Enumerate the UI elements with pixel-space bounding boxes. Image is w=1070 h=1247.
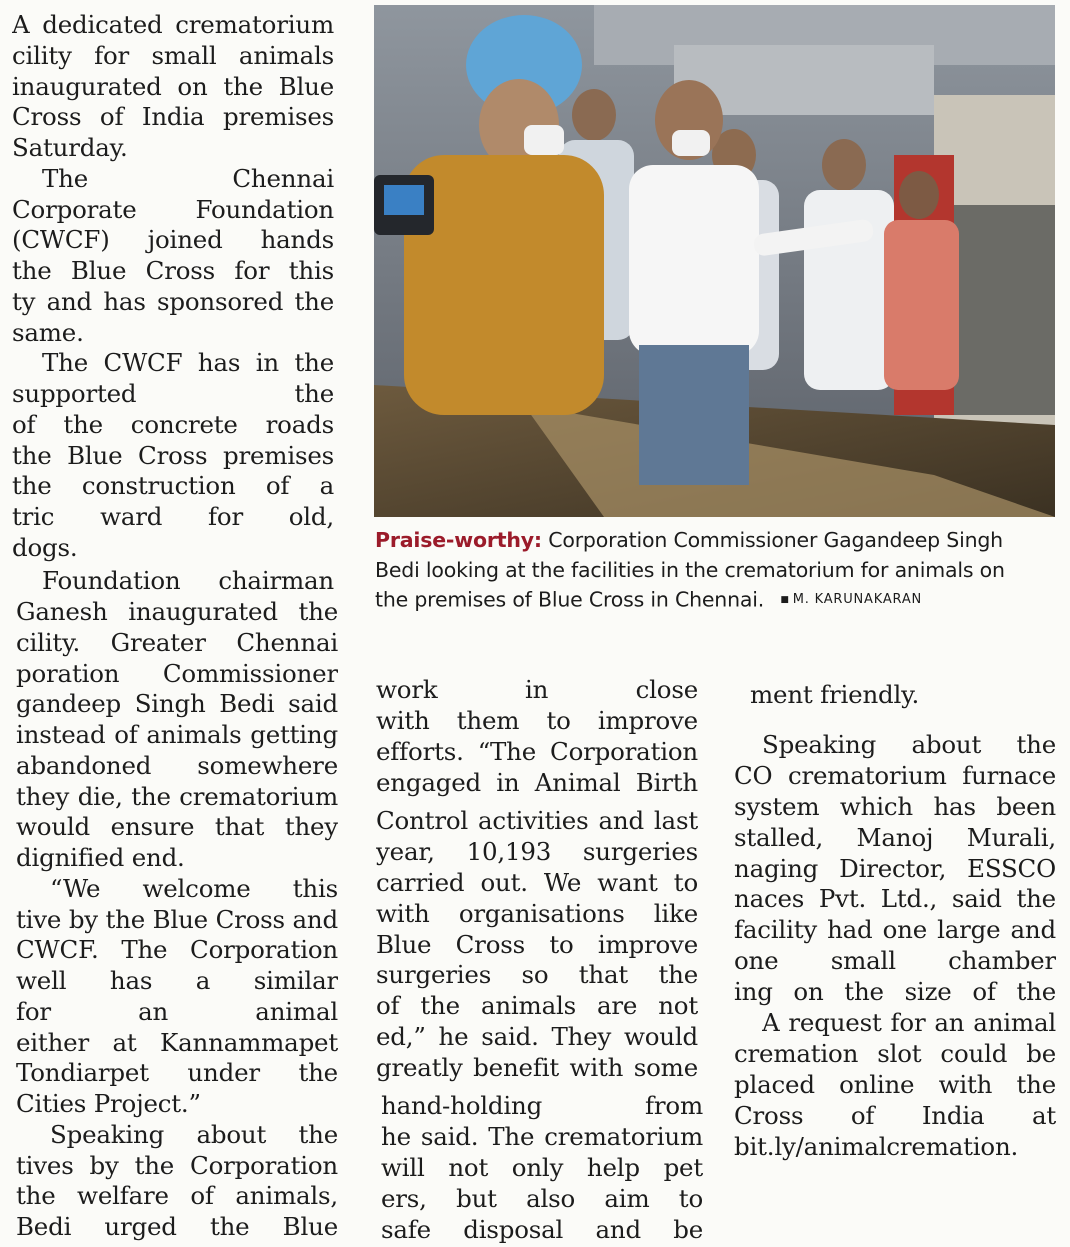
article-line: Control activities and last (376, 806, 698, 835)
article-line: carried out. We want to (376, 868, 698, 897)
article-line: Foundation chairman (42, 566, 334, 595)
article-line: either at Kannammapet (16, 1028, 338, 1057)
article-line: tric ward for old, (12, 502, 334, 531)
article-line: will not only help pet (381, 1153, 703, 1182)
caption-kicker: Praise-worthy: (375, 528, 542, 552)
article-line: ment friendly. (750, 680, 920, 709)
article-line: engaged in Animal Birth (376, 768, 698, 797)
article-line: supported the (12, 379, 334, 408)
article-line: A request for an animal (762, 1008, 1056, 1037)
article-line: efforts. “The Corporation (376, 737, 698, 766)
article-line: well has a similar (16, 966, 338, 995)
article-line: ing on the size of the (734, 977, 1056, 1006)
article-line: one small chamber (734, 946, 1056, 975)
article-line: work in close (376, 675, 698, 704)
article-line: Speaking about the (762, 730, 1056, 759)
article-line: would ensure that they (16, 812, 338, 841)
article-line: Blue Cross to improve (376, 930, 698, 959)
article-line: tives by the Corporation (16, 1151, 338, 1180)
article-line: CO crematorium furnace (734, 761, 1056, 790)
photo-caption (375, 526, 1065, 616)
article-line: The CWCF has in the (42, 348, 334, 377)
article-line: year, 10,193 surgeries (376, 837, 698, 866)
news-photo (374, 5, 1055, 517)
article-line: Cross of India at (734, 1101, 1056, 1130)
article-line: instead of animals getting (16, 720, 338, 749)
article-line: greatly benefit with some (376, 1053, 698, 1082)
article-line: poration Commissioner (16, 659, 338, 688)
article-line: placed online with the (734, 1070, 1056, 1099)
article-line: ty and has sponsored the (12, 287, 334, 316)
caption-line: Corporation Commissioner Gagandeep Singh (548, 528, 1003, 552)
article-line: Saturday. (12, 133, 128, 162)
article-line: they die, the crematorium (16, 782, 338, 811)
article-line: Speaking about the (50, 1120, 338, 1149)
article-line: cility for small animals (12, 41, 334, 70)
article-line: he said. The crematorium (381, 1122, 703, 1151)
article-line: safe disposal and be (381, 1215, 703, 1244)
article-line: with organisations like (376, 899, 698, 928)
article-line: the Blue Cross for this (12, 256, 334, 285)
article-line: Cities Project.” (16, 1089, 201, 1118)
article-line: naging Director, ESSCO (734, 854, 1056, 883)
article-line: dogs. (12, 533, 78, 562)
article-line: (CWCF) joined hands (12, 225, 334, 254)
article-line: surgeries so that the (376, 960, 698, 989)
article-line: of the animals are not (376, 991, 698, 1020)
article-line: dignified end. (16, 843, 185, 872)
article-line: system which has been (734, 792, 1056, 821)
article-line: naces Pvt. Ltd., said the (734, 884, 1056, 913)
article-line: tive by the Blue Cross and (16, 905, 338, 934)
article-line: A dedicated crematorium (12, 10, 334, 39)
article-line: ed,” he said. They would (376, 1022, 698, 1051)
article-line: gandeep Singh Bedi said (16, 689, 338, 718)
caption-line: Bedi looking at the facilities in the crematorium for animals on (375, 557, 1005, 582)
caption-line: the premises of Blue Cross in Chennai. (375, 587, 765, 612)
article-line: The Chennai (42, 164, 334, 193)
crematorium-scene-image (374, 5, 1055, 517)
article-line: the Blue Cross premises (12, 441, 334, 470)
article-line: bit.ly/animalcremation. (734, 1132, 1019, 1161)
article-line: facility had one large and (734, 915, 1056, 944)
article-line: cremation slot could be (734, 1039, 1056, 1068)
article-line: of the concrete roads (12, 410, 334, 439)
article-line: the welfare of animals, (16, 1181, 338, 1210)
article-line: cility. Greater Chennai (16, 628, 338, 657)
article-line: with them to improve (376, 706, 698, 735)
article-line: same. (12, 318, 84, 347)
article-line: Bedi urged the Blue (16, 1212, 338, 1241)
article-line: Ganesh inaugurated the (16, 597, 338, 626)
photo-credit: ■ M. KARUNAKARAN (780, 592, 922, 607)
article-line: “We welcome this (50, 874, 338, 903)
article-line: abandoned somewhere (16, 751, 338, 780)
article-line: the construction of a (12, 471, 334, 500)
article-line: Cross of India premises (12, 102, 334, 131)
article-line: ers, but also aim to (381, 1184, 703, 1213)
article-line: Corporate Foundation (12, 195, 334, 224)
article-line: CWCF. The Corporation (16, 935, 338, 964)
article-line: stalled, Manoj Murali, (734, 823, 1056, 852)
article-line: for an animal (16, 997, 338, 1026)
article-line: inaugurated on the Blue (12, 72, 334, 101)
article-line: Tondiarpet under the (16, 1058, 338, 1087)
article-line: hand-holding from (381, 1091, 703, 1120)
